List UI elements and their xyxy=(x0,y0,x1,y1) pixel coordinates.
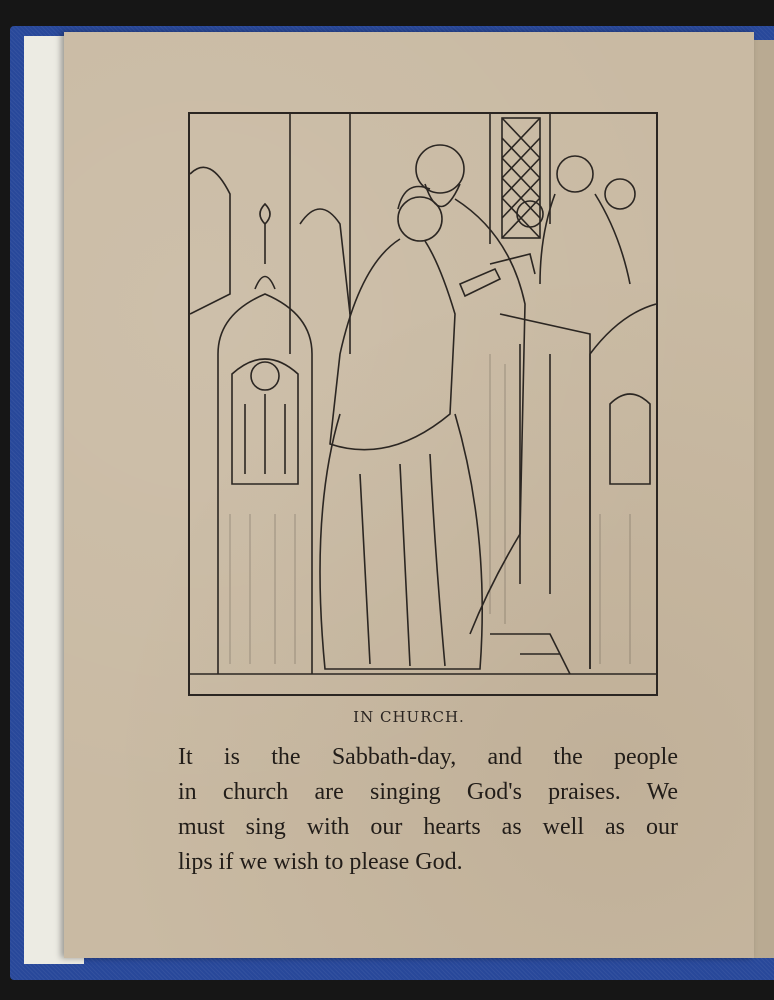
text-line: in church are singing God's praises. We xyxy=(178,779,678,805)
engraving-drawing xyxy=(190,114,656,694)
facing-page-edge xyxy=(754,40,774,958)
illustration-caption: IN CHURCH. xyxy=(353,708,465,726)
text-line: It is the Sabbath-day, and the people xyxy=(178,744,678,770)
book-page xyxy=(64,32,754,958)
text-line: must sing with our hearts as well as our xyxy=(178,814,678,840)
text-line: lips if we wish to please God. xyxy=(178,849,463,875)
church-engraving-illustration xyxy=(188,112,658,696)
body-text xyxy=(178,740,678,880)
